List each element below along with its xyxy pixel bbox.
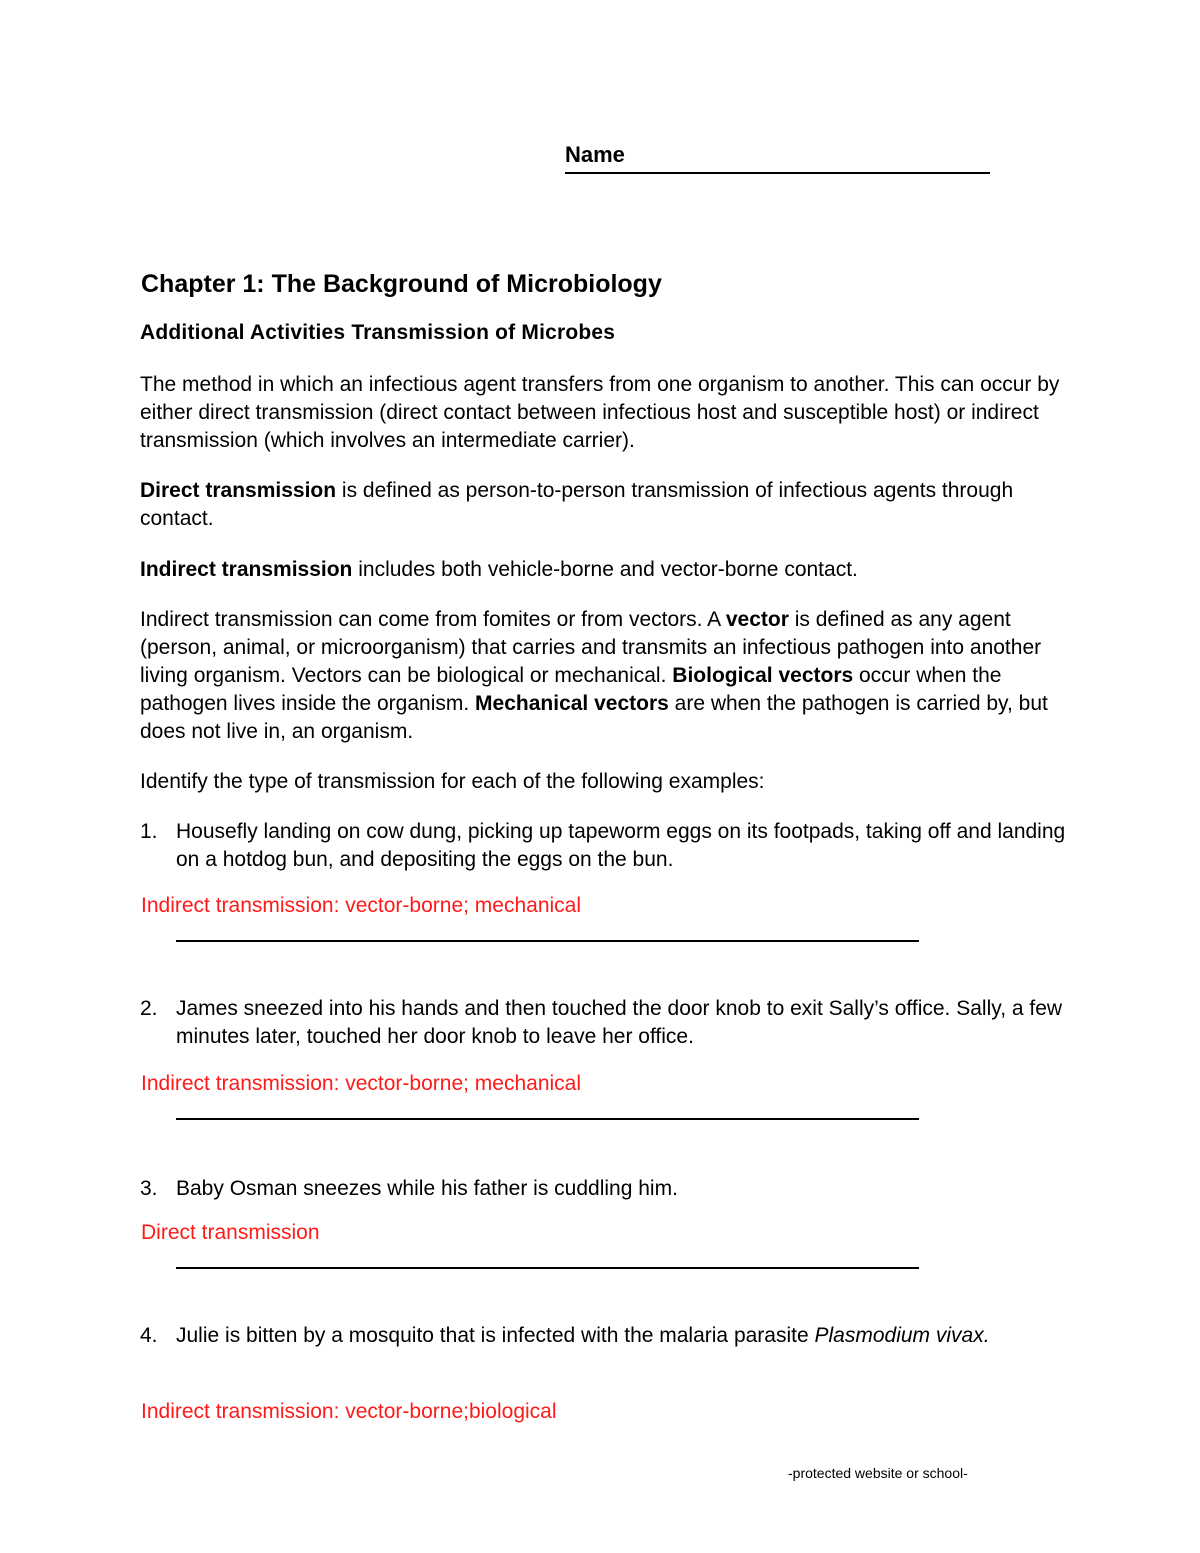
- biological-vectors-term: Biological vectors: [672, 664, 854, 687]
- chapter-title: Chapter 1: The Background of Microbiology: [141, 270, 662, 298]
- question-2: [140, 995, 1070, 1051]
- intro-paragraph: The method in which an infectious agent transfers from one organism to another. This can occur by either direct transmission (direct contact between infectious host and susceptible host) or indirect transmission (which involves an intermediate carrier).: [140, 373, 1060, 452]
- answer-line-1: [176, 940, 919, 942]
- question-3: [140, 1175, 1070, 1203]
- question-number: 3.: [140, 1177, 158, 1200]
- vector-text-3: occur when the pathogen lives inside the organism.: [140, 664, 1002, 715]
- direct-definition: [140, 477, 1060, 533]
- question-4: [140, 1322, 1040, 1350]
- name-label: Name: [565, 142, 625, 167]
- indirect-definition: [140, 556, 1060, 584]
- question-text-plain: Julie is bitten by a mosquito that is infected with the malaria parasite: [176, 1324, 815, 1347]
- question-text: Baby Osman sneezes while his father is cuddling him.: [176, 1177, 678, 1200]
- answer-1: Indirect transmission: vector-borne; mechanical: [141, 894, 582, 917]
- answer-line-2: [176, 1118, 919, 1120]
- mechanical-vectors-term: Mechanical vectors: [475, 692, 669, 715]
- question-1: [140, 818, 1070, 874]
- question-text: [176, 1322, 1040, 1350]
- question-number: 4.: [140, 1324, 158, 1347]
- direct-text: is defined as person-to-person transmission of infectious agents through contact.: [140, 479, 1014, 530]
- question-number: 2.: [140, 997, 158, 1020]
- section-subtitle: Additional Activities Transmission of Microbes: [140, 321, 616, 344]
- question-text: James sneezed into his hands and then touched the door knob to exit Sally’s office. Sally, a few minutes later, touched her door knob to leave her office.: [176, 997, 1063, 1048]
- vector-paragraph: [140, 606, 1065, 746]
- answer-line-3: [176, 1267, 919, 1269]
- species-name: Plasmodium vivax.: [814, 1324, 990, 1347]
- instruction: Identify the type of transmission for each of the following examples:: [140, 770, 765, 793]
- question-number: 1.: [140, 820, 158, 843]
- answer-3: Direct transmission: [141, 1221, 320, 1244]
- answer-4: Indirect transmission: vector-borne;biological: [141, 1400, 557, 1423]
- name-field: [565, 142, 990, 168]
- question-text: Housefly landing on cow dung, picking up tapeworm eggs on its footpads, taking off and landing on a hotdog bun, and depositing the eggs on the bun.: [176, 820, 1066, 871]
- vector-text-1: Indirect transmission can come from fomites or from vectors. A: [140, 608, 726, 631]
- vector-text-2: is defined as any agent (person, animal, or microorganism) that carries and transmits an infectious pathogen into another living organism. Vectors can be biological or mechanical.: [140, 608, 1042, 687]
- footer-text: -protected website or school-: [788, 1465, 968, 1481]
- answer-2: Indirect transmission: vector-borne; mechanical: [141, 1072, 582, 1095]
- indirect-text: includes both vehicle-borne and vector-borne contact.: [352, 558, 858, 581]
- indirect-term: Indirect transmission: [140, 558, 353, 581]
- vector-term: vector: [725, 608, 789, 631]
- vector-text-4: are when the pathogen is carried by, but does not live in, an organism.: [140, 692, 1048, 743]
- name-underline: [565, 172, 990, 174]
- direct-term: Direct transmission: [140, 479, 337, 502]
